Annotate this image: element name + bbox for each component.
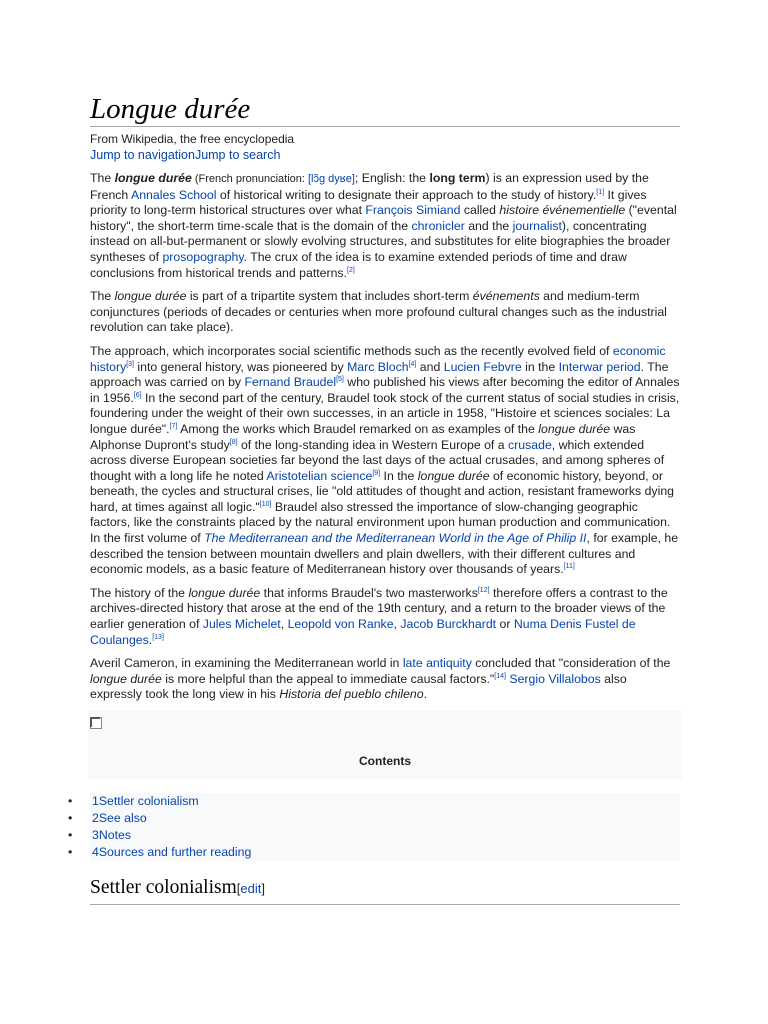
prosopography-link[interactable]: prosopography	[162, 249, 244, 264]
text: In the	[380, 468, 418, 483]
text: or	[496, 617, 514, 632]
jump-links	[90, 147, 680, 163]
site-tagline: From Wikipedia, the free encyclopedia	[90, 132, 295, 146]
text: concluded that "consideration of the	[471, 656, 671, 671]
approach-paragraph	[90, 344, 680, 578]
text: of the long-standing idea in Western Europe of a	[237, 437, 509, 452]
ref-5[interactable]: [5]	[336, 376, 344, 384]
text: therefore offers a contrast to the archives-directed history that arose at the end of the 19th century, and a return to the broader views of the earlier generation of	[90, 585, 668, 632]
term-longue-duree: longue durée	[90, 671, 162, 686]
history-paragraph	[90, 586, 680, 648]
toc-item-number[interactable]: 2	[92, 811, 99, 825]
ref-3[interactable]: [3]	[126, 360, 135, 368]
text: .	[423, 687, 428, 702]
text: was Alphonse Dupront's study	[90, 421, 636, 452]
term-evenements: événements	[472, 289, 540, 304]
historia-title: Historia del pueblo chileno	[279, 687, 424, 702]
toc-item-settler-colonialism[interactable]: Settler colonialism	[98, 794, 199, 808]
text: The approach, which incorporates social scientific methods such as the recently evolved field of	[90, 343, 613, 358]
ref-8[interactable]: [8]	[229, 438, 238, 446]
ref-13[interactable]: [13]	[152, 633, 164, 641]
ref-9[interactable]: [9]	[372, 469, 381, 477]
toc-title: Contents	[359, 754, 411, 768]
mediterranean-book-link[interactable]	[204, 531, 586, 545]
bullet-icon: •	[68, 811, 73, 825]
section-edit	[237, 881, 265, 896]
text: ,	[393, 617, 401, 632]
text: who published his views after becoming the editor of Annales in 1956.	[90, 375, 680, 405]
ref-11[interactable]: [11]	[563, 563, 575, 571]
text: and	[416, 359, 444, 374]
toc-divider	[88, 779, 682, 793]
term-histoire: histoire événementielle	[499, 203, 626, 218]
text: The	[90, 171, 115, 185]
text: of historical writing to designate their approach to the study of history.	[216, 187, 597, 202]
text: The	[90, 289, 115, 304]
jacob-burckhardt-link[interactable]: Jacob Burckhardt	[400, 617, 497, 632]
ref-1[interactable]: [1]	[596, 188, 605, 196]
edit-section-link[interactable]: edit	[240, 881, 262, 896]
text: and medium-term conjunctures (periods of decades or centuries when more profound cultural changes such as the industrial revolution can take place).	[90, 289, 667, 335]
text: of economic history, beyond, or beneath, the cycles and structural crises, lie "old attitudes of thought and action, resistant frameworks dying hard, at times against all logic."	[90, 468, 674, 514]
toc-item-number[interactable]: 1	[92, 794, 99, 808]
economic-history-link[interactable]: economic history	[90, 343, 666, 374]
text: Braudel also stressed the importance of slow-changing geographic factors, like the constraints placed by the natural environment upon human production and communication. In the first volume of	[90, 499, 671, 546]
text: . The approach was carried on by	[90, 359, 669, 390]
toc-checkbox-icon[interactable]	[90, 717, 102, 729]
aristotelian-science-link[interactable]: Aristotelian science	[266, 468, 373, 483]
marc-bloch-link[interactable]: Marc Bloch	[347, 359, 409, 374]
bullet-icon: •	[68, 828, 73, 842]
annales-school-link[interactable]: Annales School	[131, 187, 217, 202]
page-title: Longue durée	[90, 92, 680, 127]
bracket: [	[236, 881, 241, 896]
ref-2[interactable]: [2]	[347, 266, 355, 274]
text: and the	[464, 218, 513, 233]
section-heading	[90, 875, 680, 905]
toc-list	[68, 793, 680, 861]
term-longue-duree: longue durée	[114, 289, 187, 304]
table-of-contents	[88, 711, 682, 779]
toc-item-number[interactable]: 3	[92, 828, 99, 842]
toc-item-sources[interactable]: Sources and further reading	[98, 845, 252, 859]
text: in the	[521, 359, 559, 374]
fustel-de-coulanges-link[interactable]: Numa Denis Fustel de Coulanges	[90, 617, 636, 647]
bullet-icon: •	[68, 794, 73, 808]
ref-12[interactable]: [12]	[477, 586, 490, 594]
article-content	[68, 92, 680, 905]
text: . The crux of the idea is to examine extended periods of time and draw conclusions from historical trends and patterns.	[90, 249, 627, 280]
text: (French pronunciation:	[191, 173, 308, 185]
intro-paragraph	[90, 171, 680, 281]
text: ) is an expression used by the French	[90, 171, 649, 202]
text: that informs Braudel's two masterworks	[260, 585, 478, 600]
term-longue-duree: longue durée	[538, 421, 611, 436]
text: ("evental history", the short-term time-scale that is the domain of the	[90, 203, 677, 233]
text: ; English: the	[354, 171, 430, 185]
toc-toggle[interactable]	[88, 711, 682, 739]
term-longue-duree: longue durée	[188, 585, 261, 600]
toc-item[interactable]	[68, 793, 680, 810]
text: ,	[280, 617, 288, 632]
text: into general history, was pioneered by	[134, 359, 348, 374]
text: , for example, he described the tension between mountain dwellers and plain dwellers, with their different cultures and economic models, as a basic feature of Mediterranean history over thousands of years.	[90, 531, 679, 577]
tripartite-paragraph	[90, 289, 680, 336]
sergio-villalobos-link[interactable]: Sergio Villalobos	[509, 671, 601, 686]
lucien-febvre-link[interactable]: Lucien Febvre	[443, 359, 522, 374]
jump-to-search-link[interactable]: Jump to search	[194, 148, 281, 162]
text: also expressly took the long view in his	[90, 671, 627, 702]
leopold-von-ranke-link[interactable]: Leopold von Ranke	[287, 617, 394, 632]
text: It gives priority to long-term historical structures over what	[90, 187, 647, 218]
late-antiquity-link[interactable]: late antiquity	[402, 656, 472, 671]
term-longue-duree: longue durée	[114, 171, 192, 185]
text: .	[148, 632, 153, 647]
toc-item-notes[interactable]: Notes	[98, 828, 131, 842]
cameron-paragraph	[90, 656, 680, 703]
text: called	[460, 203, 500, 218]
text: In the second part of the century, Braudel took stock of the current status of social studies in crisis, foundering under the weight of their own successes, in an article in 1958, "Histoire et sciences sociales: La longue durée".	[90, 390, 680, 436]
toc-item[interactable]	[68, 827, 680, 844]
text: Averil Cameron, in examining the Mediterranean world in	[90, 656, 403, 671]
term-long-term: long term	[429, 171, 486, 185]
jump-to-navigation-link[interactable]: Jump to navigation	[90, 148, 195, 162]
bullet-icon: •	[68, 845, 73, 859]
section-heading-text: Settler colonialism	[90, 877, 237, 898]
toc-item-see-also[interactable]: See also	[98, 811, 147, 825]
text: The history of the	[90, 585, 189, 600]
toc-item[interactable]	[68, 810, 680, 827]
fernand-braudel-link[interactable]: Fernand Braudel	[244, 375, 337, 390]
bracket: ]	[261, 881, 265, 896]
text: Among the works which Braudel remarked on as examples of the	[177, 421, 539, 436]
chronicler-link[interactable]: chronicler	[411, 218, 465, 233]
journalist-link[interactable]: journalist	[512, 218, 562, 233]
ref-7[interactable]: [7]	[169, 422, 178, 430]
ipa-link[interactable]: [lɔ̃ɡ dyʁe]	[308, 173, 355, 185]
text: is more helpful than the appeal to immediate causal factors."	[161, 671, 495, 686]
toc-item[interactable]	[68, 844, 680, 861]
ref-4[interactable]: [4]	[408, 360, 417, 368]
francois-simiand-link[interactable]: François Simiand	[365, 203, 461, 218]
term-longue-duree: longue durée	[417, 468, 490, 483]
jules-michelet-link[interactable]: Jules Michelet	[202, 617, 281, 632]
text: ), concentrating instead on all-but-permanent or slowly evolving structures, and substitutes for elite biographies the broader syntheses of	[90, 218, 671, 264]
ref-10[interactable]: [10]	[259, 500, 272, 508]
text: is part of a tripartite system that includes short-term	[186, 289, 473, 304]
interwar-period-link[interactable]: Interwar period	[558, 359, 641, 374]
crusade-link[interactable]: crusade	[508, 437, 552, 452]
toc-item-number[interactable]: 4	[92, 845, 99, 859]
text: , which extended across diverse European societies far beyond the last days of the actual crusades, and among spheres of thought with a long life he noted	[90, 437, 665, 483]
book-title: The Mediterranean and the Mediterranean World in the Age of Philip II	[204, 531, 587, 546]
ref-14[interactable]: [14]	[494, 672, 506, 680]
ref-6[interactable]: [6]	[133, 391, 142, 399]
